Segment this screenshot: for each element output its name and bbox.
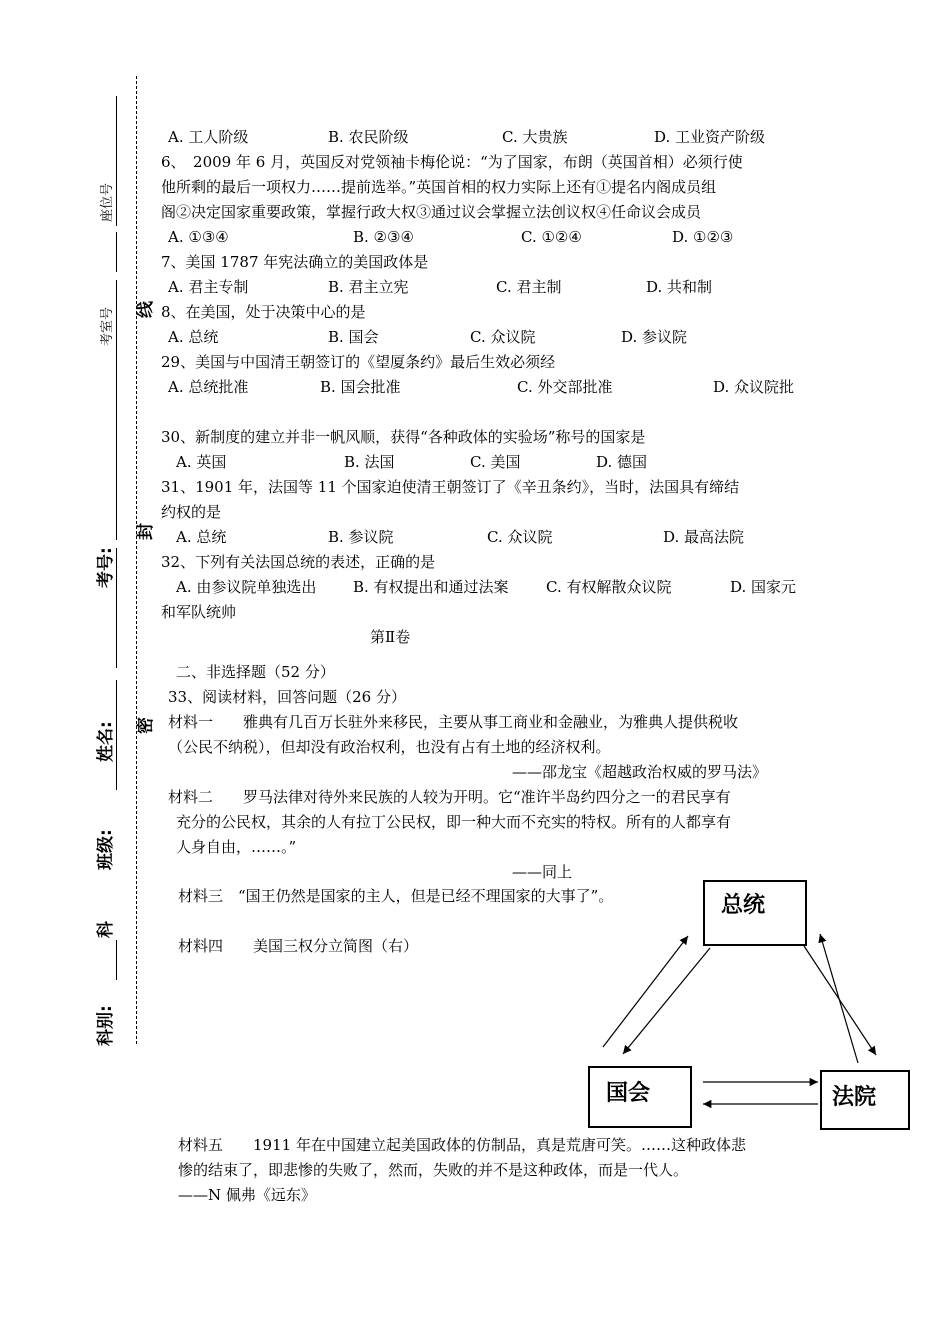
material-five-line1: 材料五 1911 年在中国建立起美国政体的仿制品，真是荒唐可笑。……这种政体悲 xyxy=(178,1136,746,1154)
q6-option-b: B. ②③④ xyxy=(353,228,414,246)
q29-stem: 29、美国与中国清王朝签订的《望厦条约》最后生效必须经 xyxy=(161,353,556,371)
q6-option-d: D. ①②③ xyxy=(672,228,734,246)
q31-stem-line1: 31、1901 年，法国等 11 个国家迫使清王朝签订了《辛丑条约》，当时，法国具有缔结 xyxy=(161,478,740,496)
q29-option-a: A. 总统批准 xyxy=(168,378,249,396)
q30-option-a: A. 英国 xyxy=(176,453,227,471)
seal-char-mi: 密 xyxy=(136,717,156,734)
q7-option-c: C. 君主制 xyxy=(496,278,562,296)
material-five-source: ——N 佩弗《远东》 xyxy=(178,1186,316,1204)
q5-option-c: C. 大贵族 xyxy=(502,128,568,146)
q6-stem-line3: 阁②决定国家重要政策，掌握行政大权③通过议会掌握立法创议权④任命议会成员 xyxy=(161,203,702,221)
q5-option-d: D. 工业资产阶级 xyxy=(654,128,766,146)
q6-stem-line2: 他所剩的最后一项权力……提前选举。”英国首相的权力实际上还有①提名内阁成员组 xyxy=(161,178,717,196)
q31-option-d: D. 最高法院 xyxy=(663,528,745,546)
material-two-line3: 人身自由，……。” xyxy=(176,838,297,856)
seal-char-xian: 线 xyxy=(136,301,156,318)
q7-option-b: B. 君主立宪 xyxy=(328,278,409,296)
material-five-line2: 惨的结束了，即悲惨的失败了，然而，失败的并不是这种政体，而是一代人。 xyxy=(178,1161,689,1179)
q5-option-b: B. 农民阶级 xyxy=(328,128,409,146)
part-two-heading: 二、非选择题（52 分） xyxy=(176,663,335,681)
q30-option-c: C. 美国 xyxy=(470,453,521,471)
seal-char-feng: 封 xyxy=(136,523,156,540)
q32-option-a: A. 由参议院单独选出 xyxy=(176,578,317,596)
material-three: 材料三 “国王仍然是国家的主人，但是已经不理国家的大事了”。 xyxy=(178,887,614,905)
court-label: 法院 xyxy=(832,1085,877,1110)
exam-number-label: 考号: xyxy=(96,547,116,588)
q7-stem: 7、美国 1787 年宪法确立的美国政体是 xyxy=(161,253,429,271)
material-one-source: ——邵龙宝《超越政治权威的罗马法》 xyxy=(512,763,768,781)
q8-stem: 8、在美国，处于决策中心的是 xyxy=(161,303,366,321)
q8-option-c: C. 众议院 xyxy=(470,328,536,346)
q7-option-d: D. 共和制 xyxy=(646,278,713,296)
q30-stem: 30、新制度的建立并非一帆风顺，获得“各种政体的实验场”称号的国家是 xyxy=(161,428,646,446)
material-two-source: ——同上 xyxy=(512,863,573,881)
q29-option-b: B. 国会批准 xyxy=(320,378,401,396)
section-title: 第Ⅱ卷 xyxy=(370,628,411,646)
class-label: 班级: xyxy=(96,829,116,870)
subject-label: 科别: xyxy=(96,1005,116,1046)
q29-option-d: D. 众议院批 xyxy=(713,378,795,396)
q6-stem-line1: 6、 2009 年 6 月，英国反对党领袖卡梅伦说：“为了国家，布朗（英国首相）必须行使 xyxy=(161,153,743,171)
q33-stem: 33、阅读材料，回答问题（26 分） xyxy=(168,688,406,706)
material-one-line1: 材料一 雅典有几百万长驻外来移民，主要从事工商业和金融业，为雅典人提供税收 xyxy=(168,713,739,731)
congress-box xyxy=(588,1066,692,1128)
seat-number-label: 座位号 xyxy=(100,182,115,222)
exam-room-label: 考室号 xyxy=(100,306,115,346)
court-box xyxy=(820,1070,910,1130)
q5-option-a: A. 工人阶级 xyxy=(168,128,249,146)
q32-option-d: D. 国家元 xyxy=(730,578,797,596)
q7-option-a: A. 君主专制 xyxy=(168,278,249,296)
q32-stem: 32、下列有关法国总统的表述，正确的是 xyxy=(161,553,436,571)
president-box xyxy=(703,880,807,946)
congress-label: 国会 xyxy=(606,1081,651,1106)
material-two-line2: 充分的公民权，其余的人有拉丁公民权，即一种大而不充实的特权。所有的人都享有 xyxy=(176,813,732,831)
seal-char-ke: 科 xyxy=(96,921,116,938)
q8-option-b: B. 国会 xyxy=(328,328,379,346)
name-label: 姓名: xyxy=(96,721,116,762)
q32-option-b: B. 有权提出和通过法案 xyxy=(353,578,509,596)
q6-option-c: C. ①②④ xyxy=(521,228,582,246)
q31-stem-line2: 约权的是 xyxy=(161,503,222,521)
q31-option-b: B. 参议院 xyxy=(328,528,394,546)
material-two-line1: 材料二 罗马法律对待外来民族的人较为开明。它“准许半岛约四分之一的君民享有 xyxy=(168,788,731,806)
q8-option-d: D. 参议院 xyxy=(621,328,688,346)
material-four: 材料四 美国三权分立简图（右） xyxy=(178,937,419,955)
q31-option-c: C. 众议院 xyxy=(487,528,553,546)
q6-option-a: A. ①③④ xyxy=(168,228,229,246)
q8-option-a: A. 总统 xyxy=(168,328,219,346)
q32-option-d-cont: 和军队统帅 xyxy=(161,603,237,621)
q31-option-a: A. 总统 xyxy=(176,528,227,546)
q32-option-c: C. 有权解散众议院 xyxy=(546,578,672,596)
q29-option-c: C. 外交部批准 xyxy=(517,378,613,396)
q30-option-d: D. 德国 xyxy=(596,453,648,471)
material-one-line2: （公民不纳税），但却没有政治权利，也没有占有土地的经济权利。 xyxy=(168,738,611,756)
president-label: 总统 xyxy=(721,893,766,918)
q30-option-b: B. 法国 xyxy=(344,453,395,471)
